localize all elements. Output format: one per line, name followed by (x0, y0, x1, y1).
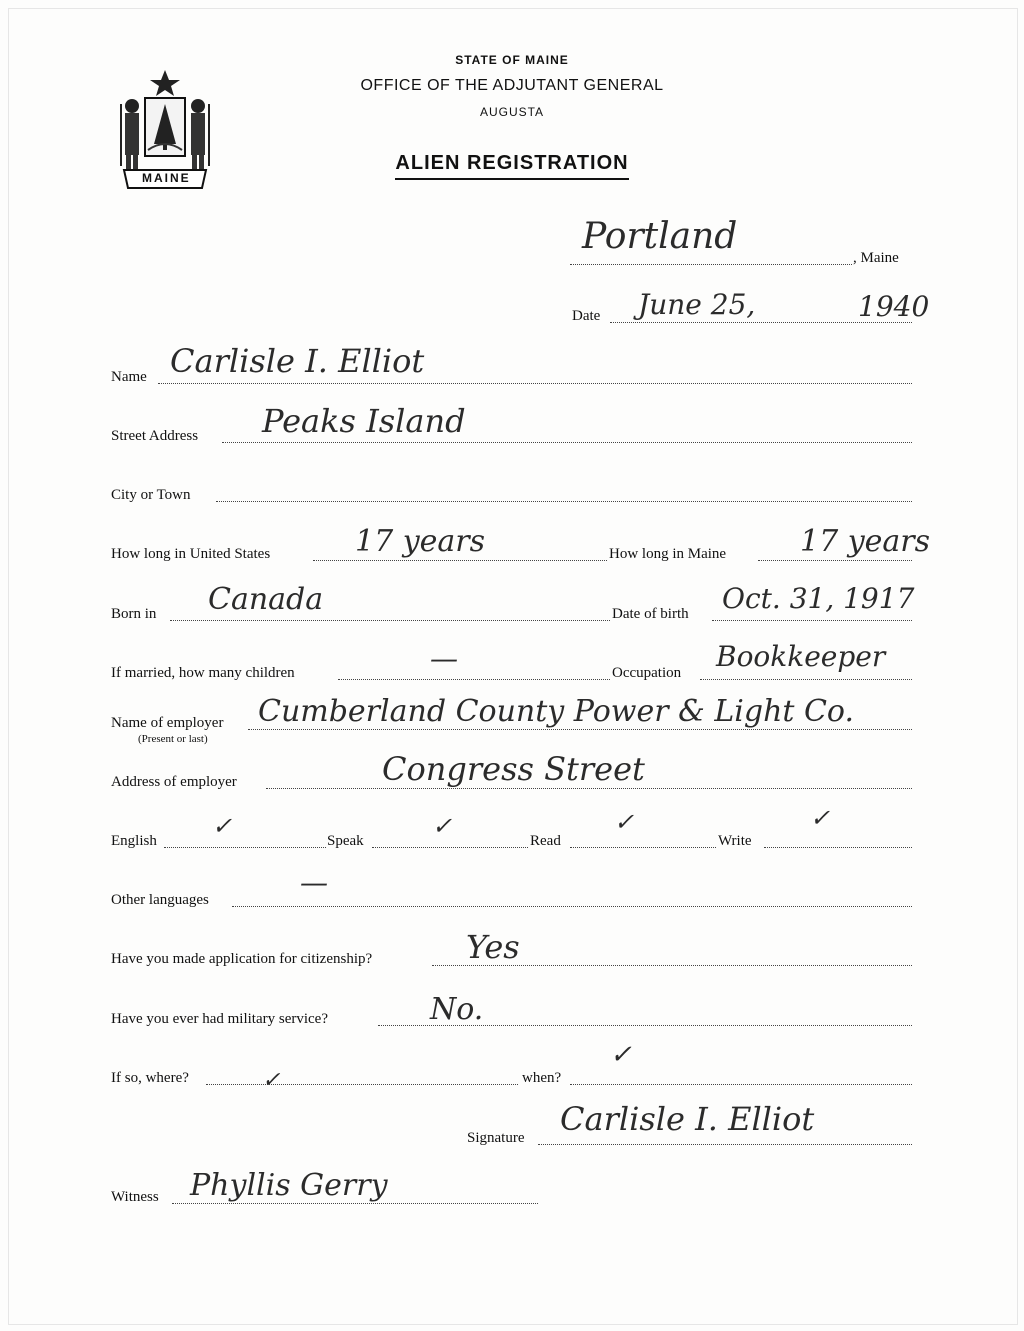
city-heading: AUGUSTA (479, 105, 545, 119)
town-handwriting: Portland (582, 216, 738, 257)
employer-address-handwriting: Congress Street (382, 750, 645, 788)
witness-handwriting: Phyllis Gerry (190, 1168, 388, 1203)
seal-banner-text: MAINE (142, 171, 191, 185)
children-handwriting: — (430, 642, 458, 675)
english-line (164, 847, 326, 848)
employer-line (248, 729, 912, 730)
us-duration-handwriting: 17 years (355, 524, 486, 559)
other-languages-line (232, 906, 912, 907)
children-line (338, 679, 610, 680)
military-label: Have you ever had military service? (111, 1011, 328, 1027)
employer-address-line (266, 788, 912, 789)
us-duration-line (313, 560, 607, 561)
maine-duration-line (758, 560, 912, 561)
read-line (570, 847, 716, 848)
maine-label: , Maine (853, 250, 899, 266)
other-languages-label: Other languages (111, 892, 209, 908)
children-label: If married, how many children (111, 665, 295, 681)
maine-duration-label: How long in Maine (609, 546, 727, 562)
english-label: English (111, 833, 157, 849)
where-label: If so, where? (111, 1070, 189, 1086)
citizenship-label: Have you made application for citizenship? (111, 951, 373, 967)
employer-address-label: Address of employer (111, 774, 237, 790)
signature-line (538, 1144, 912, 1145)
born-in-handwriting: Canada (208, 582, 324, 617)
employer-handwriting: Cumberland County Power & Light Co. (258, 694, 855, 729)
maine-duration-handwriting: 17 years (800, 524, 931, 559)
date-of-birth-label: Date of birth (612, 606, 689, 622)
employer-note: (Present or last) (138, 733, 208, 745)
name-handwriting: Carlisle I. Elliot (170, 342, 425, 380)
street-address-line (222, 442, 912, 443)
date-label: Date (572, 308, 601, 324)
date-of-birth-line (712, 620, 912, 621)
date-year-handwriting: 1940 (858, 290, 930, 323)
write-line (764, 847, 912, 848)
witness-label: Witness (111, 1189, 159, 1205)
where-check: ✓ (262, 1068, 281, 1093)
date-of-birth-handwriting: Oct. 31, 1917 (722, 582, 915, 615)
speak-check: ✓ (432, 812, 453, 840)
street-address-label: Street Address (111, 428, 199, 444)
born-in-line (170, 620, 610, 621)
write-label: Write (718, 833, 752, 849)
where-line (206, 1084, 518, 1085)
city-line (216, 501, 912, 502)
state-heading: STATE OF MAINE (455, 53, 569, 67)
us-duration-label: How long in United States (111, 546, 271, 562)
born-in-label: Born in (111, 606, 157, 622)
form-title (0, 152, 1024, 175)
write-check: ✓ (810, 804, 831, 832)
signature-label: Signature (467, 1130, 525, 1146)
office-heading: OFFICE OF THE ADJUTANT GENERAL (360, 77, 664, 94)
military-handwriting: No. (430, 992, 484, 1027)
name-label: Name (111, 369, 147, 385)
witness-line (172, 1203, 538, 1204)
speak-label: Speak (327, 833, 364, 849)
citizenship-handwriting: Yes (466, 928, 520, 966)
town-line (570, 264, 852, 265)
date-handwriting: June 25, (638, 288, 756, 321)
signature-handwriting: Carlisle I. Elliot (560, 1100, 815, 1138)
speak-line (372, 847, 528, 848)
english-check: ✓ (212, 812, 233, 840)
read-label: Read (530, 833, 561, 849)
employer-label: Name of employer (111, 715, 224, 731)
other-languages-handwriting: — (300, 866, 328, 899)
name-line (158, 383, 912, 384)
read-check: ✓ (614, 808, 635, 836)
when-label: when? (522, 1070, 562, 1086)
form-title-text: ALIEN REGISTRATION (395, 152, 628, 180)
occupation-line (700, 679, 912, 680)
occupation-label: Occupation (612, 665, 682, 681)
when-check: ✓ (610, 1040, 632, 1070)
occupation-handwriting: Bookkeeper (716, 640, 886, 673)
city-label: City or Town (111, 487, 191, 503)
when-line (570, 1084, 912, 1085)
street-address-handwriting: Peaks Island (262, 402, 466, 440)
